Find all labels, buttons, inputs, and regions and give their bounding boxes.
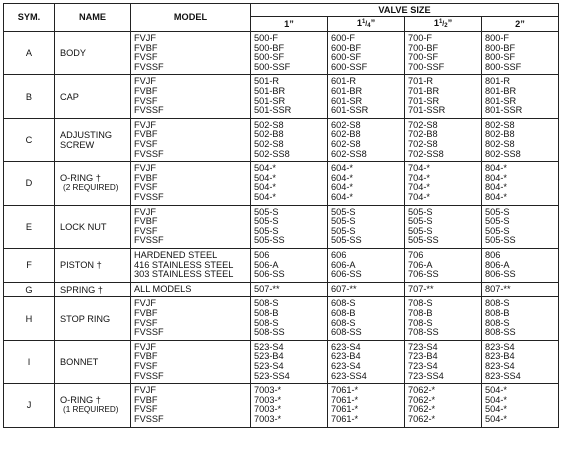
cell-line: 702-S8 <box>408 139 438 149</box>
cell-line: 801-R <box>485 77 511 87</box>
sym-cell: F <box>4 248 55 282</box>
cell-line: 608-SS <box>331 328 362 338</box>
cell-line: 505-S <box>485 217 510 227</box>
cell-line: 802-SS8 <box>485 149 521 159</box>
cell-line: 806 <box>485 250 501 260</box>
cell-line: 700-SSF <box>408 62 445 72</box>
table-row <box>4 297 559 340</box>
cell-line: FVBF <box>134 130 158 140</box>
cell-line: 600-BF <box>331 43 362 53</box>
part-number-cell <box>251 32 328 75</box>
cell-line: 502-S8 <box>254 139 284 149</box>
parts-table-sheet <box>3 3 558 428</box>
cell-line: 523-S4 <box>254 342 284 352</box>
part-number-cell <box>328 118 405 161</box>
part-name-cell <box>55 32 131 75</box>
table-body <box>4 32 559 428</box>
cell-line: 704-* <box>408 192 430 202</box>
cell-line: 808-B <box>485 308 510 318</box>
cell-line: FVSF <box>134 139 158 149</box>
cell-line: 504-* <box>254 192 276 202</box>
cell-line: 800-SF <box>485 53 516 63</box>
part-number-cell <box>482 340 559 383</box>
cell-line: 505-SS <box>408 236 439 246</box>
cell-line: 623-S4 <box>331 342 361 352</box>
cell-line: 808-S <box>485 318 510 328</box>
cell-line: FVJF <box>134 77 156 87</box>
cell-line: 508-B <box>254 308 279 318</box>
cell-line: 701-R <box>408 77 434 87</box>
size-denominator: 2 <box>444 23 448 29</box>
part-number-cell <box>251 205 328 248</box>
part-number-cell <box>482 162 559 205</box>
cell-line: FVJF <box>134 207 156 217</box>
cell-line: 523-S4 <box>254 361 284 371</box>
cell-line: 507-** <box>254 284 280 294</box>
cell-line: 700-SF <box>408 53 439 63</box>
cell-line: 804-* <box>485 192 507 202</box>
part-name: O-RING † <box>60 173 101 184</box>
cell-line: 504-* <box>485 395 507 405</box>
cell-line: 500-SSF <box>254 62 291 72</box>
model-cell <box>131 32 251 75</box>
part-number-cell <box>328 340 405 383</box>
inch-mark: ” <box>447 18 453 28</box>
cell-line: 602-B8 <box>331 130 361 140</box>
part-number-cell <box>405 32 482 75</box>
cell-line: 506 <box>254 250 270 260</box>
cell-line: 508-S <box>254 318 279 328</box>
cell-line: 600-F <box>331 34 356 43</box>
size-fraction-slash: / <box>442 21 445 28</box>
cell-line: 804-* <box>485 164 507 174</box>
model-cell <box>131 297 251 340</box>
cell-line: 505-S <box>254 226 279 236</box>
part-number-cell <box>251 384 328 427</box>
cell-line: 508-SS <box>254 328 285 338</box>
table-row <box>4 384 559 427</box>
parts-table <box>3 3 559 428</box>
part-number-cell <box>328 205 405 248</box>
cell-line: 416 STAINLESS STEEL <box>134 260 234 270</box>
cell-line: 505-S <box>408 217 433 227</box>
part-number-cell <box>251 297 328 340</box>
cell-line: 823-B4 <box>485 352 515 362</box>
cell-line: 506-A <box>254 260 279 270</box>
cell-line: 501-R <box>254 77 280 87</box>
cell-line: FVJF <box>134 386 156 396</box>
cell-line: 608-S <box>331 299 356 309</box>
cell-line: FVJF <box>134 299 156 309</box>
cell-line: 601-SR <box>331 96 363 106</box>
cell-line: 504-* <box>254 183 276 193</box>
cell-line: 501-SSR <box>254 106 292 116</box>
cell-line: 804-* <box>485 183 507 193</box>
part-number-cell <box>482 32 559 75</box>
cell-line: 505-S <box>408 226 433 236</box>
header-name: NAME <box>55 4 131 32</box>
sym-cell: G <box>4 282 55 297</box>
cell-line: 706-SS <box>408 270 439 280</box>
cell-line: FVSF <box>134 53 158 63</box>
part-number-cell <box>251 282 328 297</box>
table-row <box>4 32 559 75</box>
cell-line: 706-A <box>408 260 433 270</box>
part-number-cell <box>405 118 482 161</box>
table-row <box>4 340 559 383</box>
cell-line: FVSSF <box>134 414 164 424</box>
sym-cell: C <box>4 118 55 161</box>
part-note: (1 REQUIRED) <box>63 405 119 415</box>
cell-line: FVSSF <box>134 106 164 116</box>
cell-line: 508-S <box>254 299 279 309</box>
part-number-cell <box>251 340 328 383</box>
cell-line: FVSF <box>134 226 158 236</box>
cell-line: 806-SS <box>485 270 516 280</box>
part-name-cell <box>55 340 131 383</box>
part-name: O-RING † <box>60 395 101 406</box>
cell-line: 505-S <box>485 226 510 236</box>
cell-line: 505-S <box>331 217 356 227</box>
sym-cell: A <box>4 32 55 75</box>
cell-line: 505-SS <box>485 236 516 246</box>
cell-line: 506-SS <box>254 270 285 280</box>
header-size-4 <box>482 17 559 32</box>
part-number-cell <box>328 282 405 297</box>
inch-mark: ” <box>289 19 294 29</box>
cell-line: FVBF <box>134 173 158 183</box>
cell-line: FVSF <box>134 96 158 106</box>
cell-line: 623-S4 <box>331 361 361 371</box>
header-sym: SYM. <box>4 4 55 32</box>
cell-line: 706 <box>408 250 424 260</box>
cell-line: FVBF <box>134 308 158 318</box>
cell-line: 823-SS4 <box>485 371 521 381</box>
table-row <box>4 118 559 161</box>
part-number-cell <box>482 205 559 248</box>
cell-line: 802-S8 <box>485 120 515 130</box>
cell-line: 607-** <box>331 284 357 294</box>
cell-line: FVSF <box>134 405 158 415</box>
part-name-cell <box>55 384 131 427</box>
part-number-cell <box>251 248 328 282</box>
cell-line: 604-* <box>331 192 353 202</box>
part-number-cell <box>405 297 482 340</box>
table-row <box>4 282 559 297</box>
cell-line: 505-S <box>254 207 279 217</box>
table-header <box>4 4 559 32</box>
cell-line: 704-* <box>408 183 430 193</box>
part-number-cell <box>328 32 405 75</box>
cell-line: 808-SS <box>485 328 516 338</box>
cell-line: 801-SSR <box>485 106 523 116</box>
cell-line: 701-SR <box>408 96 440 106</box>
cell-line: FVJF <box>134 34 156 43</box>
cell-line: 701-SSR <box>408 106 446 116</box>
part-name-cell <box>55 248 131 282</box>
cell-line: 601-R <box>331 77 357 87</box>
cell-line: 7003-* <box>254 395 282 405</box>
header-model: MODEL <box>131 4 251 32</box>
part-number-cell <box>405 384 482 427</box>
cell-line: 7003-* <box>254 405 282 415</box>
part-number-cell <box>251 75 328 118</box>
cell-line: 502-S8 <box>254 120 284 130</box>
cell-line: 608-B <box>331 308 356 318</box>
model-cell <box>131 205 251 248</box>
cell-line: 7061-* <box>331 405 359 415</box>
part-name-cell <box>55 162 131 205</box>
cell-line: 504-* <box>485 414 507 424</box>
cell-line: 701-BR <box>408 86 440 96</box>
size-fraction-slash: / <box>365 21 368 28</box>
cell-line: FVBF <box>134 43 158 53</box>
cell-line: 707-** <box>408 284 434 294</box>
cell-line: 723-B4 <box>408 352 438 362</box>
model-cell <box>131 340 251 383</box>
cell-line: 823-S4 <box>485 342 515 352</box>
part-note: (2 REQUIRED) <box>63 183 119 193</box>
cell-line: ALL MODELS <box>134 284 192 294</box>
cell-line: 608-S <box>331 318 356 328</box>
model-cell <box>131 384 251 427</box>
cell-line: 704-* <box>408 173 430 183</box>
cell-line: 501-SR <box>254 96 286 106</box>
part-number-cell <box>405 205 482 248</box>
cell-line: 505-S <box>331 207 356 217</box>
cell-line: 623-SS4 <box>331 371 367 381</box>
header-size-2 <box>328 17 405 32</box>
cell-line: 623-B4 <box>331 352 361 362</box>
cell-line: 606-SS <box>331 270 362 280</box>
table-row <box>4 248 559 282</box>
part-name-cell <box>55 118 131 161</box>
cell-line: 7062-* <box>408 395 436 405</box>
cell-line: 806-A <box>485 260 510 270</box>
cell-line: 602-S8 <box>331 139 361 149</box>
cell-line: FVBF <box>134 352 158 362</box>
cell-line: 601-SSR <box>331 106 369 116</box>
cell-line: 723-SS4 <box>408 371 444 381</box>
part-number-cell <box>405 248 482 282</box>
part-number-cell <box>328 162 405 205</box>
size-numerator: 1 <box>361 19 366 25</box>
cell-line: HARDENED STEEL <box>134 250 218 260</box>
cell-line: 807-** <box>485 284 511 294</box>
cell-line: FVSSF <box>134 371 164 381</box>
part-name-cell <box>55 282 131 297</box>
sym-cell: I <box>4 340 55 383</box>
part-name-cell <box>55 297 131 340</box>
cell-line: 7003-* <box>254 414 282 424</box>
cell-line: 704-* <box>408 164 430 174</box>
cell-line: 702-SS8 <box>408 149 444 159</box>
cell-line: 500-SF <box>254 53 285 63</box>
cell-line: 700-F <box>408 34 433 43</box>
model-cell <box>131 282 251 297</box>
sym-cell: D <box>4 162 55 205</box>
cell-line: FVSSF <box>134 149 164 159</box>
cell-line: 505-SS <box>331 236 362 246</box>
part-number-cell <box>251 162 328 205</box>
part-number-cell <box>405 162 482 205</box>
cell-line: FVSF <box>134 318 158 328</box>
cell-line: 523-B4 <box>254 352 284 362</box>
cell-line: 723-S4 <box>408 361 438 371</box>
cell-line: 504-* <box>254 173 276 183</box>
part-name: CAP <box>60 91 79 102</box>
cell-line: 604-* <box>331 183 353 193</box>
cell-line: FVSSF <box>134 236 164 246</box>
cell-line: 708-S <box>408 318 433 328</box>
cell-line: 708-S <box>408 299 433 309</box>
cell-line: 604-* <box>331 164 353 174</box>
cell-line: 808-S <box>485 299 510 309</box>
cell-line: 303 STAINLESS STEEL <box>134 270 234 280</box>
part-name-cell <box>55 205 131 248</box>
cell-line: 802-B8 <box>485 130 515 140</box>
cell-line: 502-SS8 <box>254 149 290 159</box>
cell-line: 723-S4 <box>408 342 438 352</box>
cell-line: 801-BR <box>485 86 517 96</box>
cell-line: 7062-* <box>408 405 436 415</box>
size-whole: 1 <box>356 18 362 28</box>
cell-line: 702-S8 <box>408 120 438 130</box>
header-valve-size: VALVE SIZE <box>251 4 559 17</box>
cell-line: FVSF <box>134 183 158 193</box>
cell-line: 7003-* <box>254 386 282 396</box>
cell-line: FVJF <box>134 120 156 130</box>
size-whole: 1 <box>284 19 290 29</box>
cell-line: 708-SS <box>408 328 439 338</box>
cell-line: 600-SF <box>331 53 362 63</box>
cell-line: 501-BR <box>254 86 286 96</box>
part-number-cell <box>405 75 482 118</box>
cell-line: 7062-* <box>408 414 436 424</box>
size-denominator: 4 <box>367 23 371 29</box>
part-name: BODY <box>60 48 87 59</box>
cell-line: 7061-* <box>331 414 359 424</box>
sym-cell: E <box>4 205 55 248</box>
cell-line: 604-* <box>331 173 353 183</box>
size-whole: 2 <box>515 19 521 29</box>
part-name: SPRING † <box>60 284 103 295</box>
cell-line: 505-SS <box>254 236 285 246</box>
part-number-cell <box>482 384 559 427</box>
cell-line: FVSF <box>134 361 158 371</box>
part-number-cell <box>328 297 405 340</box>
part-number-cell <box>482 75 559 118</box>
cell-line: 7061-* <box>331 395 359 405</box>
cell-line: 500-BF <box>254 43 285 53</box>
cell-line: 601-BR <box>331 86 363 96</box>
cell-line: 505-S <box>485 207 510 217</box>
sym-cell: H <box>4 297 55 340</box>
cell-line: FVJF <box>134 342 156 352</box>
part-name-cell <box>55 75 131 118</box>
model-cell <box>131 118 251 161</box>
cell-line: 505-S <box>408 207 433 217</box>
cell-line: 602-S8 <box>331 120 361 130</box>
cell-line: 802-S8 <box>485 139 515 149</box>
part-number-cell <box>328 248 405 282</box>
part-name: PISTON † <box>60 260 102 271</box>
cell-line: 700-BF <box>408 43 439 53</box>
cell-line: 505-S <box>331 226 356 236</box>
model-cell <box>131 162 251 205</box>
sym-cell: B <box>4 75 55 118</box>
cell-line: 602-SS8 <box>331 149 367 159</box>
cell-line: 7062-* <box>408 386 436 396</box>
cell-line: FVJF <box>134 164 156 174</box>
part-number-cell <box>328 75 405 118</box>
cell-line: 7061-* <box>331 386 359 396</box>
cell-line: 800-F <box>485 34 510 43</box>
part-name: STOP RING <box>60 313 111 324</box>
table-row <box>4 75 559 118</box>
inch-mark: ” <box>520 19 525 29</box>
part-number-cell <box>482 118 559 161</box>
cell-line: 800-BF <box>485 43 516 53</box>
table-row <box>4 205 559 248</box>
part-number-cell <box>405 282 482 297</box>
sym-cell: J <box>4 384 55 427</box>
part-name: LOCK NUT <box>60 221 107 232</box>
header-size-3 <box>405 17 482 32</box>
cell-line: 801-SR <box>485 96 517 106</box>
cell-line: FVSSF <box>134 192 164 202</box>
cell-line: FVBF <box>134 86 158 96</box>
model-cell <box>131 248 251 282</box>
cell-line: FVSSF <box>134 328 164 338</box>
cell-line: 804-* <box>485 173 507 183</box>
cell-line: 600-SSF <box>331 62 368 72</box>
table-row <box>4 162 559 205</box>
cell-line: FVBF <box>134 395 158 405</box>
cell-line: 502-B8 <box>254 130 284 140</box>
part-number-cell <box>405 340 482 383</box>
size-whole: 1 <box>433 18 439 28</box>
cell-line: FVBF <box>134 217 158 227</box>
cell-line: 523-SS4 <box>254 371 290 381</box>
cell-line: 606 <box>331 250 347 260</box>
cell-line: 606-A <box>331 260 356 270</box>
cell-line: 500-F <box>254 34 279 43</box>
part-number-cell <box>482 282 559 297</box>
cell-line: FVSSF <box>134 62 164 72</box>
cell-line: 504-* <box>485 405 507 415</box>
part-number-cell <box>482 248 559 282</box>
part-name: BONNET <box>60 356 99 367</box>
model-cell <box>131 75 251 118</box>
cell-line: 800-SSF <box>485 62 522 72</box>
cell-line: 702-B8 <box>408 130 438 140</box>
cell-line: 504-* <box>254 164 276 174</box>
inch-mark: ” <box>370 18 376 28</box>
part-name: ADJUSTING SCREW <box>60 129 113 150</box>
cell-line: 505-S <box>254 217 279 227</box>
cell-line: 708-B <box>408 308 433 318</box>
part-number-cell <box>328 384 405 427</box>
part-number-cell <box>482 297 559 340</box>
size-numerator: 1 <box>438 19 443 25</box>
header-size-1 <box>251 17 328 32</box>
cell-line: 823-S4 <box>485 361 515 371</box>
cell-line: 504-* <box>485 386 507 396</box>
part-number-cell <box>251 118 328 161</box>
